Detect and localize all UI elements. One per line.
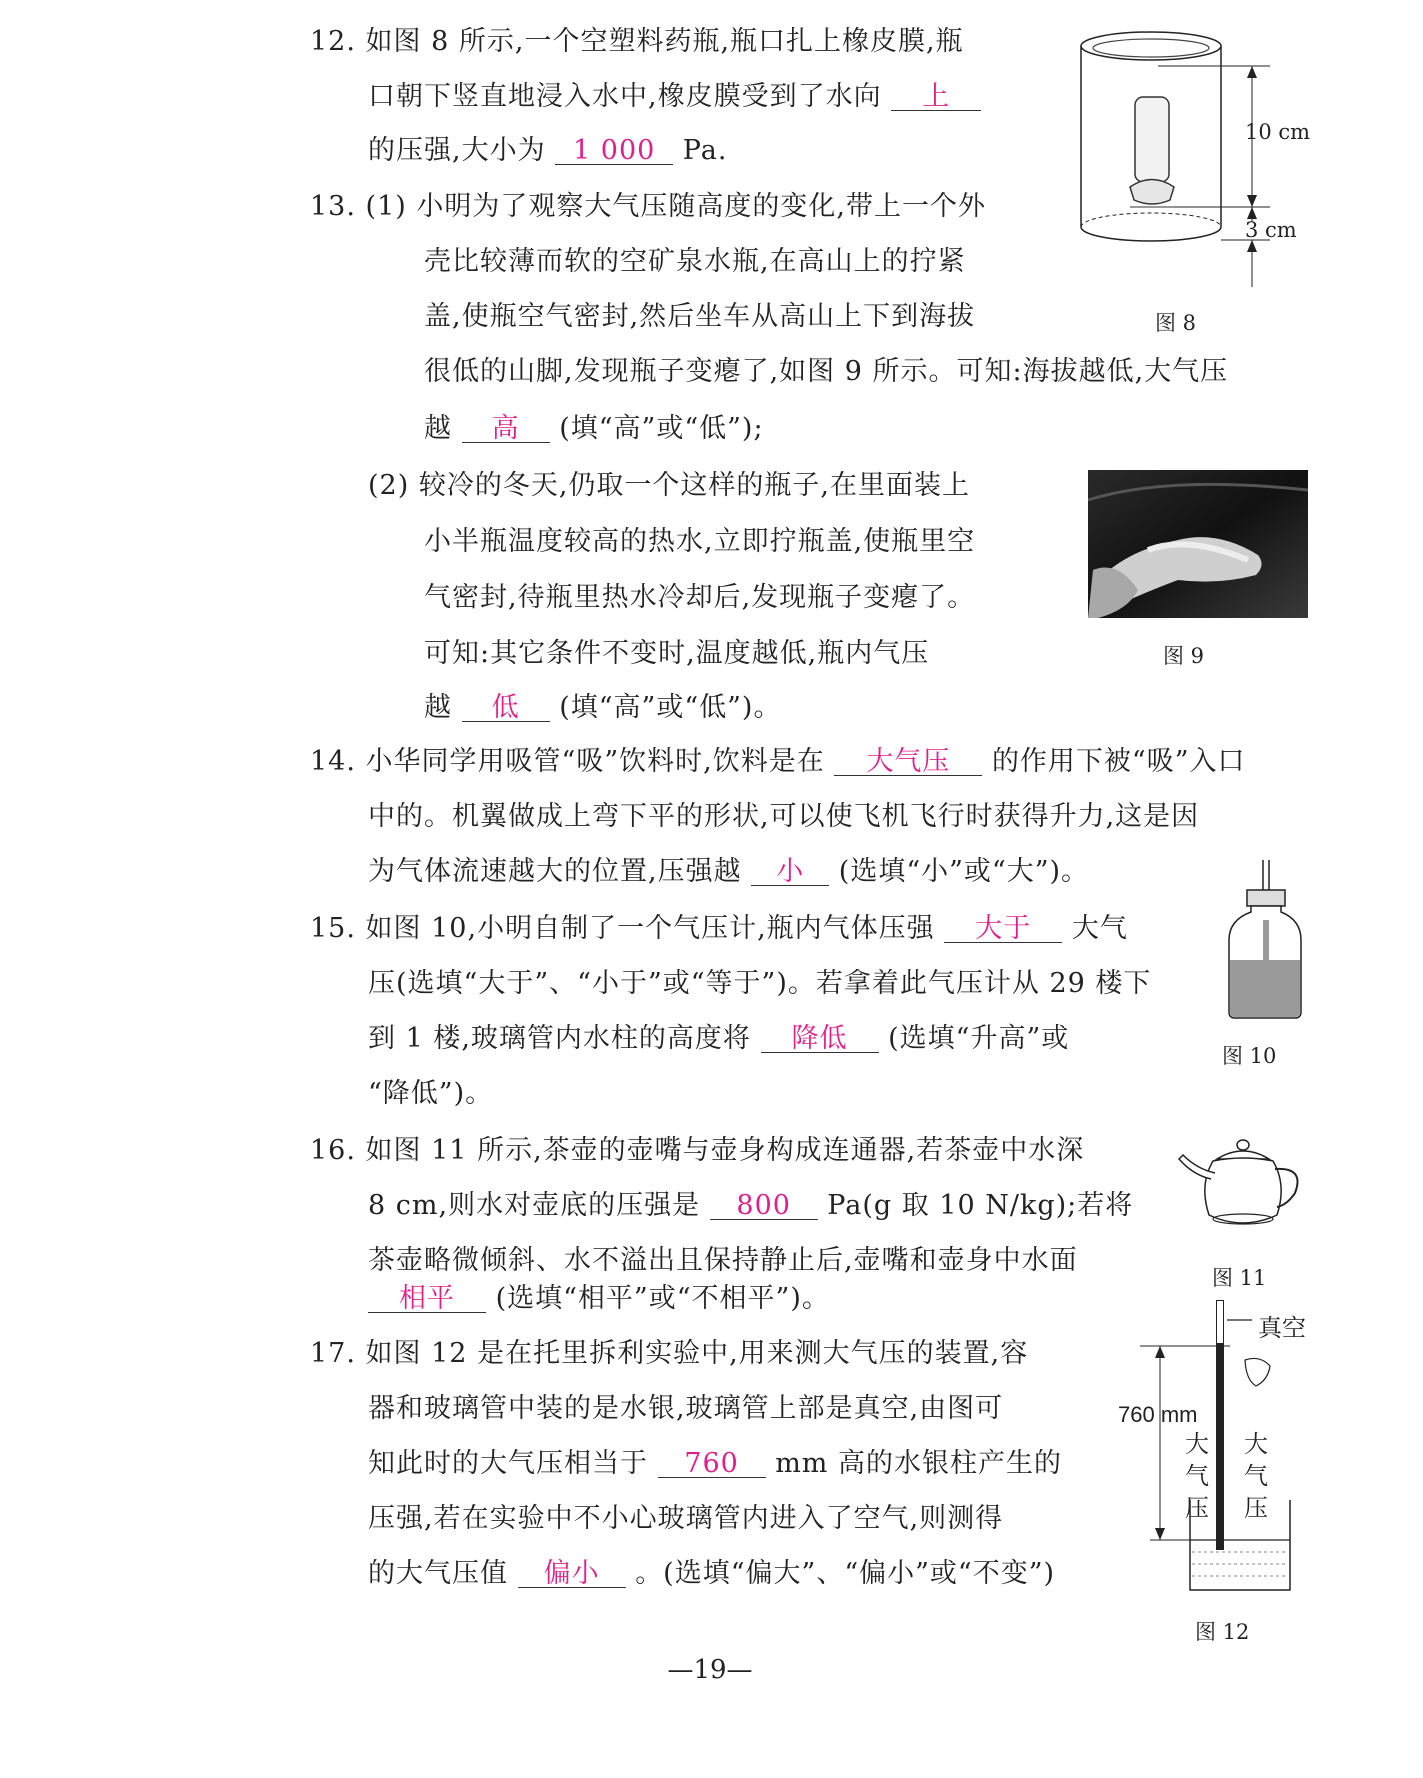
figure-8-dim-3cm: 3 cm	[1245, 218, 1297, 242]
question-text: 气密封,待瓶里热水冷却后,发现瓶子变瘪了。	[424, 582, 976, 613]
figure-12-vacuum-label: 真空	[1258, 1314, 1306, 1342]
question-text: 压强,若在实验中不小心玻璃管内进入了空气,则测得	[368, 1503, 1004, 1534]
q16-line-3	[368, 1247, 1078, 1274]
question-text: 如图 8 所示,一个空塑料药瓶,瓶口扎上橡皮膜,瓶	[365, 26, 964, 57]
q14-line-3	[368, 858, 1089, 886]
question-text: (填“高”或“低”)。	[559, 692, 782, 723]
question-text: (选填“相平”或“不相平”)。	[495, 1283, 830, 1314]
question-number: 13.	[310, 191, 356, 222]
q12-line-1	[310, 28, 964, 55]
q12-line-2	[368, 83, 981, 111]
question-text: 壳比较薄而软的空矿泉水瓶,在高山上的拧紧	[424, 246, 966, 277]
question-text: 较冷的冬天,仍取一个这样的瓶子,在里面装上	[418, 470, 971, 501]
figure-8-diagram	[1070, 22, 1340, 297]
question-text: 盖,使瓶空气密封,然后坐车从高山上下到海拔	[424, 301, 976, 332]
q14-line-2	[368, 803, 1199, 830]
q17-line-5	[368, 1560, 1055, 1588]
figure-12-left-pressure-label: 大 气 压	[1185, 1430, 1209, 1522]
q13-line-4	[424, 358, 1228, 385]
figure-12-right-pressure-label: 大 气 压	[1244, 1430, 1268, 1522]
figure-10-diagram	[1225, 860, 1305, 1020]
q17-line-4	[368, 1505, 1003, 1532]
q13-line-1	[310, 193, 986, 220]
answer-blank[interactable]: 低	[462, 694, 550, 722]
question-text: 小华同学用吸管“吸”饮料时,饮料是在	[365, 746, 825, 777]
page-number: —19—	[667, 1655, 753, 1685]
q15-line-3	[368, 1025, 1069, 1053]
question-number: 15.	[310, 913, 356, 944]
question-text: 压(选填“大于”、“小于”或“等于”)。若拿着此气压计从 29 楼下	[368, 968, 1152, 999]
question-text: 的压强,大小为	[368, 135, 546, 166]
answer-blank[interactable]: 大于	[944, 915, 1062, 943]
q17-line-1	[310, 1340, 1028, 1367]
q15-line-4	[368, 1080, 493, 1107]
question-text: 到 1 楼,玻璃管内水柱的高度将	[368, 1023, 751, 1054]
answer-blank[interactable]: 小	[751, 858, 829, 886]
answer-blank[interactable]: 大气压	[834, 748, 982, 776]
question-text: 茶壶略微倾斜、水不溢出且保持静止后,壶嘴和壶身中水面	[368, 1245, 1078, 1276]
answer-blank[interactable]: 1 000	[555, 137, 673, 165]
figure-8-caption: 图 8	[1155, 311, 1197, 335]
question-text: 小半瓶温度较高的热水,立即拧瓶盖,使瓶里空	[424, 526, 976, 557]
q14-line-1	[310, 748, 1246, 776]
q17-line-3	[368, 1450, 1062, 1478]
q12-line-3	[368, 137, 727, 165]
figure-8-dim-10cm: 10 cm	[1245, 120, 1311, 144]
q13-part2-line-2	[424, 528, 975, 555]
q13-part2-line-4	[424, 640, 929, 667]
question-text: Pa.	[682, 135, 728, 166]
question-text: 中的。机翼做成上弯下平的形状,可以使飞机飞行时获得升力,这是因	[368, 801, 1200, 832]
q13-line-2	[424, 248, 966, 275]
question-text: Pa(g 取 10 N/kg);若将	[827, 1190, 1134, 1221]
question-text: (选填“升高”或	[888, 1023, 1070, 1054]
question-text: “降低”)。	[368, 1078, 494, 1109]
question-text: 如图 12 是在托里拆利实验中,用来测大气压的装置,容	[365, 1338, 1029, 1369]
question-text: 。(选填“偏大”、“偏小”或“不变”)	[635, 1558, 1056, 1589]
question-text: 如图 11 所示,茶壶的壶嘴与壶身构成连通器,若茶壶中水深	[365, 1135, 1085, 1166]
question-text: 越	[424, 413, 452, 444]
question-text: (选填“小”或“大”)。	[838, 856, 1090, 887]
answer-blank[interactable]: 760	[658, 1450, 766, 1478]
question-text: mm 高的水银柱产生的	[775, 1448, 1062, 1479]
q16-line-4	[368, 1285, 830, 1313]
answer-blank[interactable]: 高	[462, 415, 550, 443]
question-text: 小明为了观察大气压随高度的变化,带上一个外	[416, 191, 986, 222]
answer-blank[interactable]: 偏小	[518, 1560, 626, 1588]
answer-blank[interactable]: 相平	[368, 1285, 486, 1313]
answer-blank[interactable]: 800	[710, 1192, 818, 1220]
q13-line-5	[424, 415, 764, 443]
answer-blank[interactable]: 上	[891, 83, 981, 111]
answer-blank[interactable]: 降低	[761, 1025, 879, 1053]
question-number: 17.	[310, 1338, 356, 1369]
q13-part2-line-5	[424, 694, 781, 722]
question-number: 16.	[310, 1135, 356, 1166]
figure-10-caption: 图 10	[1222, 1044, 1277, 1068]
question-text: 的大气压值	[368, 1558, 508, 1589]
question-text: 为气体流速越大的位置,压强越	[368, 856, 742, 887]
figure-12-diagram	[1120, 1300, 1320, 1600]
figure-12-height-label: 760 mm	[1118, 1402, 1198, 1427]
figure-9-caption: 图 9	[1163, 644, 1205, 668]
question-text: 越	[424, 692, 452, 723]
q13-line-3	[424, 303, 975, 330]
question-text: (填“高”或“低”);	[559, 413, 764, 444]
q15-line-2	[368, 970, 1151, 997]
q15-line-1	[310, 915, 1128, 943]
question-text: 可知:其它条件不变时,温度越低,瓶内气压	[424, 638, 930, 669]
q16-line-2	[368, 1192, 1133, 1220]
q13-part2-line-3	[424, 584, 975, 611]
q16-line-1	[310, 1137, 1084, 1164]
question-number: 12.	[310, 26, 356, 57]
question-text: 知此时的大气压相当于	[368, 1448, 648, 1479]
question-text: 的作用下被“吸”入口	[991, 746, 1246, 777]
q17-line-2	[368, 1395, 1003, 1422]
figure-12-caption: 图 12	[1195, 1620, 1250, 1644]
question-text: 很低的山脚,发现瓶子变瘪了,如图 9 所示。可知:海拔越低,大气压	[424, 356, 1229, 387]
part-label: (1)	[365, 191, 407, 222]
question-text: 器和玻璃管中装的是水银,玻璃管上部是真空,由图可	[368, 1393, 1004, 1424]
question-number: 14.	[310, 746, 356, 777]
question-text: 大气	[1071, 913, 1128, 944]
question-text: 8 cm,则水对壶底的压强是	[368, 1190, 701, 1221]
question-text: 如图 10,小明自制了一个气压计,瓶内气体压强	[365, 913, 935, 944]
question-text: 口朝下竖直地浸入水中,橡皮膜受到了水向	[368, 81, 882, 112]
part-label: (2)	[368, 470, 410, 501]
figure-9-photo	[1088, 470, 1308, 618]
q13-part2-line-1	[368, 472, 970, 499]
figure-11-caption: 图 11	[1212, 1266, 1267, 1290]
figure-11-teapot	[1175, 1135, 1310, 1235]
